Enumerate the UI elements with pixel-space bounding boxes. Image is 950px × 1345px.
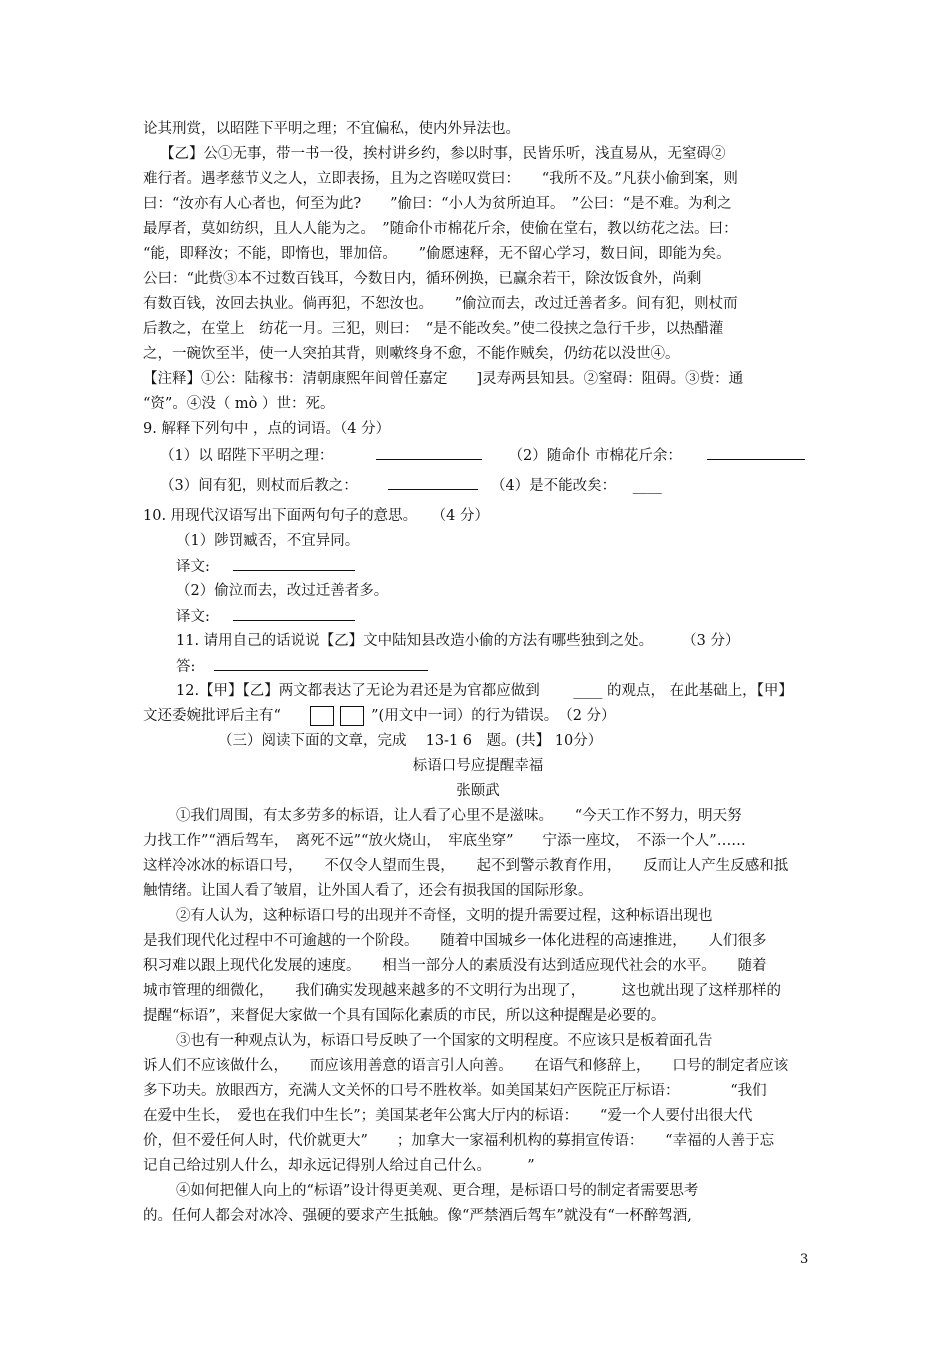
q9-item-1: （1）以 昭陛下平明之理：	[160, 448, 334, 464]
q9-items-row-2	[160, 475, 830, 496]
text-line: “能，即释汝；不能，即惰也，罪加倍。 ”偷愿速释，无不留心学习，数日间，即能为矣。	[143, 246, 731, 262]
article-line: 是我们现代化过程中不可逾越的一个阶段。 随着中国城乡一体化进程的高速推进， 人们很多	[143, 933, 767, 949]
section-3-heading: （三）阅读下面的文章，完成 13-1 6 题。(共】 10分）	[218, 733, 603, 749]
q12-text-a: 12.【甲】【乙】两文都表达了无论为君还是为官都应做到	[176, 683, 569, 699]
annotation-line: “资”。④没（ mò ）世：死。	[143, 396, 335, 412]
q9-item-4: （4）是不能改矣：	[490, 478, 617, 494]
article-title: 标语口号应提醒幸福	[412, 758, 544, 774]
page-number: 3	[800, 1252, 809, 1267]
q10-sentence-2: （2）偷泣而去，改过迁善者多。	[176, 583, 389, 599]
article-line: 城市管理的细微化， 我们确实发现越来越多的不文明行为出现了， 这也就出现了这样那样的	[143, 983, 781, 999]
q9-blank-3[interactable]	[388, 475, 478, 490]
article-line: 在爱中生长， 爱也在我们中生长”；美国某老年公寓大厅内的标语： “爱一个人要付出很大代	[143, 1108, 753, 1124]
q12-text-c: 文还委婉批评后主有“	[143, 708, 281, 724]
question-12-line-2	[143, 706, 813, 726]
question-11-title: 11. 请用自己的话说说【乙】文中陆知县改造小偷的方法有哪些独到之处。 （3 分）	[176, 633, 740, 649]
q11-answer-label: 答:	[176, 659, 196, 675]
q12-blank: ____	[573, 683, 603, 699]
q11-answer-line[interactable]	[214, 656, 428, 671]
q10-answer-line-1[interactable]	[233, 556, 355, 571]
article-line: ②有人认为，这种标语口号的出现并不奇怪，文明的提升需要过程，这种标语出现也	[176, 908, 713, 924]
text-line: 最厚者，莫如纺织，且人人能为之。 ”随命仆市棉花斤余，使偷在堂右，教以纺花之法。曰：	[143, 221, 738, 237]
article-line: 多下功夫。放眼西方，充满人文关怀的口号不胜枚举。如美国某妇产医院正厅标语： “我们	[143, 1083, 767, 1099]
text-line: 曰：“汝亦有人心者也，何至为此? ”偷曰：“小人为贫所迫耳。 ”公曰：“是不难。为利之	[143, 196, 732, 212]
article-line: 提醒“标语”，来督促大家做一个具有国际化素质的市民，所以这种提醒是必要的。	[143, 1008, 666, 1024]
q10-translation-label-2: 译文:	[176, 609, 210, 625]
article-line: 这样冷冰冰的标语口号， 不仅令人望而生畏， 起不到警示教育作用， 反而让人产生反感和抵	[143, 858, 789, 874]
text-line: 公曰：“此赀③本不过数百钱耳，今数日内，循环例换，已赢余若干，除汝饭食外，尚剩	[143, 271, 702, 287]
q10-translation-1	[176, 556, 846, 577]
article-line: 价，但不爱任何人时，代价就更大” ；加拿大一家福利机构的募捐宣传语： “幸福的人善于忘	[143, 1133, 775, 1149]
question-10-title: 10. 用现代汉语写出下面两句句子的意思。 （4 分）	[143, 508, 490, 524]
q9-blank-1[interactable]	[376, 445, 482, 460]
q10-sentence-1: （1）陟罚臧否，不宜异同。	[176, 533, 360, 549]
text-line: 难行者。遇孝慈节义之人，立即表扬，且为之咨嗟叹赏曰： “我所不及。”凡获小偷到案，则	[143, 171, 738, 187]
q12-text-b: 的观点， 在此基础上，【甲】	[607, 683, 793, 699]
text-line: 论其刑赏，以昭陛下平明之理；不宜偏私，使内外异法也。	[143, 121, 520, 137]
article-line: ④如何把催人向上的“标语”设计得更美观、更合理，是标语口号的制定者需要思考	[176, 1183, 699, 1199]
article-line: 诉人们不应该做什么， 而应该用善意的语言引人向善。 在语气和修辞上， 口号的制定者应该	[143, 1058, 789, 1074]
article-line: 记自己给过别人什么，却永远记得别人给过自己什么。 ”	[143, 1158, 535, 1174]
annotation-line: 【注释】①公：陆稼书：清朝康熙年间曾任嘉定 ]灵寿两县知县。②窒碍：阻碍。③赀：通	[143, 371, 744, 387]
q12-answer-box-1[interactable]	[310, 706, 334, 726]
article-line: 的。任何人都会对冰冷、强硬的要求产生抵触。像“严禁酒后驾车”就没有“一杯醉驾酒,	[143, 1208, 692, 1224]
q10-translation-label-1: 译文:	[176, 559, 210, 575]
q12-answer-box-2[interactable]	[340, 706, 364, 726]
q9-blank-4: ____	[632, 478, 662, 494]
question-9-title: 9. 解释下列句中 ，点的词语。（4 分）	[143, 421, 391, 437]
text-line: 之，一碗饮至半，使一人突拍其背，则嗽终身不愈，不能作贼矣，仍纺花以没世④。	[143, 346, 680, 362]
article-line: 力找工作”“酒后驾车， 离死不远”“放火烧山， 牢底坐穿” 宁添一座坟， 不添一个人”……	[143, 833, 746, 849]
q12-text-d: ”(用文中一词）的行为错误。 （2 分）	[371, 708, 616, 724]
q9-items-row-1	[160, 445, 830, 466]
q9-item-3: （3）间有犯，则杖而后教之：	[160, 478, 358, 494]
q10-translation-2	[176, 606, 846, 627]
article-line: 触情绪。让国人看了皱眉，让外国人看了，还会有损我国的国际形象。	[143, 883, 593, 899]
article-author: 张颐武	[456, 783, 500, 799]
article-line: ①我们周围，有太多劳多的标语，让人看了心里不是滋味。 “今天工作不努力，明天努	[176, 808, 742, 824]
q9-blank-2[interactable]	[707, 445, 805, 460]
text-line: 后教之，在堂上 纺花一月。三犯，则曰： “是不能改矣。”使二役挟之急行千步，以热醋灌	[143, 321, 724, 337]
q9-item-2: （2）随命仆 市棉花斤余：	[508, 448, 682, 464]
q11-answer	[176, 656, 846, 677]
text-line: 【乙】公①无事，带一书一役，挨村讲乡约，参以时事，民皆乐听，浅直易从，无窒碍②	[160, 146, 726, 162]
question-12-line-1	[176, 681, 846, 701]
article-line: 积习难以跟上现代化发展的速度。 相当一部分人的素质没有达到适应现代社会的水平。 随着	[143, 958, 767, 974]
text-line: 有数百钱，汝回去执业。倘再犯，不恕汝也。 ”偷泣而去，改过迁善者多。间有犯，则杖而	[143, 296, 738, 312]
q10-answer-line-2[interactable]	[233, 606, 355, 621]
article-line: ③也有一种观点认为，标语口号反映了一个国家的文明程度。不应该只是板着面孔告	[176, 1033, 713, 1049]
